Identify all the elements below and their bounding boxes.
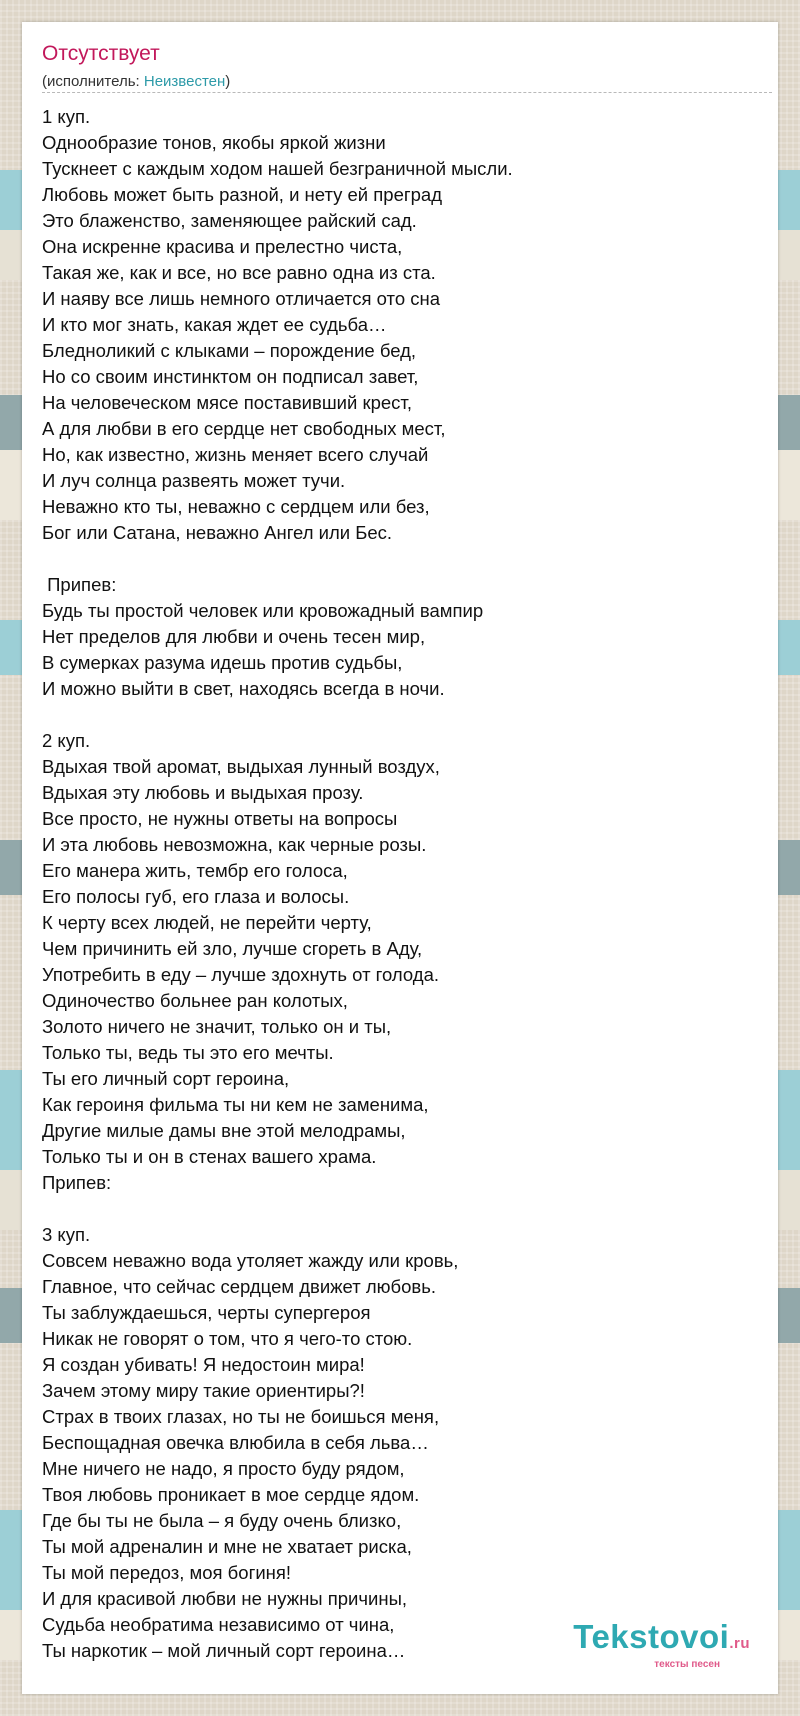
logo-text <box>573 1620 750 1661</box>
site-logo[interactable] <box>573 1620 750 1670</box>
lyrics-card <box>22 22 778 1694</box>
song-title: Отсутствует <box>42 42 160 65</box>
logo-tld: .ru <box>729 1635 750 1652</box>
performer-line <box>42 73 230 90</box>
header-divider <box>42 92 772 93</box>
logo-brand: Tekstovoi <box>573 1618 730 1655</box>
performer-link[interactable]: Неизвестен <box>143 73 226 90</box>
performer-prefix: (исполнитель: <box>42 73 144 90</box>
logo-tagline: тексты песен <box>654 1659 720 1670</box>
song-lyrics: 1 куп. Однообразие тонов, якобы яркой жизни Тускнеет с каждым ходом нашей безграничной мысли. Любовь может быть разной, и нету ей преград Это блаженство, заменяющее райский сад. Она искренне красива и прелестно чиста, Такая же, как и все, но все равно одна из ста. И наяву все лишь немного отличается ото сна И кто мог знать, какая ждет ее судьба… Бледноликий с клыками – порождение бед, Но со своим инстинктом он подписал завет, На человеческом мясе поставивший крест, А для любви в его сердце нет свободных мест, Но, как известно, жизнь меняет всего случай И луч солнца развеять может тучи. Неважно кто ты, неважно с сердцем или без, Бог или Сатана, неважно Ангел или Бес. Припев: Будь ты простой человек или кровожадный вампир Нет пределов для любви и очень тесен мир, В сумерках разума идешь против судьбы, И можно выйти в свет, находясь всегда в ночи. 2 куп. Вдыхая твой аромат, выдыхая лунный воздух, Вдыхая эту любовь и выдыхая прозу. Все просто, не нужны ответы на вопросы И эта любовь невозможна, как черные розы. Его манера жить, тембр его голоса, Его полосы губ, его глаза и волосы. К черту всех людей, не перейти черту, Чем причинить ей зло, лучше сгореть в Аду, Употребить в еду – лучше здохнуть от голода. Одиночество больнее ран колотых, Золото ничего не значит, только он и ты, Только ты, ведь ты это его мечты. Ты его личный сорт героина, Как героиня фильма ты ни кем не заменима, Другие милые дамы вне этой мелодрамы, Только ты и он в стенах вашего храма. Припев: 3 куп. Совсем неважно вода утоляет жажду или кровь, Главное, что сейчас сердцем движет любовь. Ты заблуждаешься, черты супергероя Никак не говорят о том, что я чего-то стою. Я создан убивать! Я недостоин мира! Зачем этому миру такие ориентиры?! Страх в твоих глазах, но ты не боишься меня, Беспощадная овечка влюбила в себя льва… Мне ничего не надо, я просто буду рядом, Твоя любовь проникает в мое сердце ядом. Где бы ты не была – я буду очень близко, Ты мой адреналин и мне не хватает риска, Ты мой передоз, моя богиня! И для красивой любви не нужны причины, Судьба необратима независимо от чина, Ты наркотик – мой личный сорт героина… <box>42 106 513 1661</box>
performer-suffix: ) <box>225 73 231 90</box>
